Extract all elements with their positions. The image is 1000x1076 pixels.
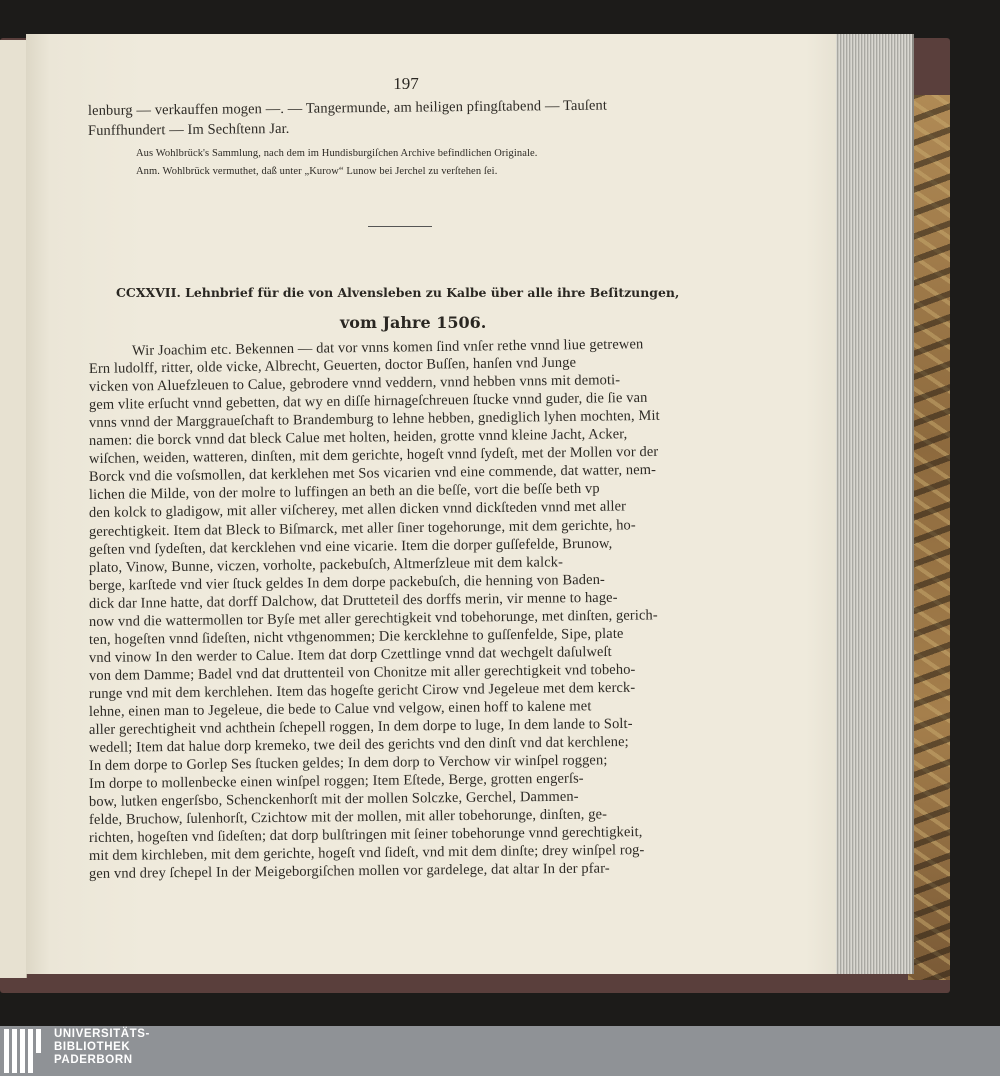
body-line: lichen die Milde, von der molre to luffingen an beth an die beſſe, vort die beſſe beth vp [88, 481, 600, 504]
body-line: aller gerechtigheit vnd achthein ſchepell roggen, In dem dorpe to luge, In dem lande to Solt- [88, 715, 633, 739]
body-line: lehne, einen man to Jegeleue, die bede to Calue vnd velgow, einen hoff to kalene met [88, 698, 592, 720]
body-line: In dem dorpe to Gorlep Ses ſtucken geldes; In dem dorp to Verchow vir winſpel roggen; [88, 752, 608, 775]
library-logo-icon [4, 1029, 48, 1073]
body-line: now vnd die wattermollen tor Byſe met aller gerechtigkeit vnd tobehorunge, met dinſten, gerich- [88, 607, 658, 630]
body-line: wiſchen, weiden, watteren, dinſten, mit dem gerichte, hogeſt vnnd ſydeſt, met der Mollen vor der [88, 444, 659, 468]
source-note: Aus Wohlbrück's Sammlung, nach dem im Hundisburgiſchen Archive befindlichen Originale. [136, 148, 538, 159]
body-line: geſten vnd ſydeſten, dat kercklehen vnd eine vicarie. Item die dorper guſſefelde, Brunow, [88, 535, 613, 558]
marbled-edge [908, 95, 950, 980]
body-line: berge, karſtede vnd vier ſtuck geldes In dem dorpe packebuſch, die henning von Baden- [88, 571, 606, 594]
body-line: ten, hogeſten vnnd ſideſten, nicht vthgenommen; Die kercklehne to guſſenfelde, Sipe, plate [88, 625, 624, 648]
body-line: gen vnd drey ſchepel In der Meigeborgiſchen mollen vor gardelege, dat altar In der pfar- [88, 860, 610, 883]
body-line: Borck vnd die voſsmollen, dat kerklehen met Sos vicarien vnd eine commende, dat watter, nem- [88, 462, 657, 486]
body-line: Im dorpe to mollenbecke einen winſpel roggen; Item Eſtede, Berge, grotten engerſs- [88, 770, 584, 793]
annotation-note: Anm. Wohlbrück vermuthet, daß unter „Kurow“ Lunow bei Jerchel zu verſtehen ſei. [136, 166, 498, 177]
body-line: plato, Vinow, Bunne, viczen, vorholte, packebuſch, Altmerſzleue mit dem kalck- [88, 553, 564, 576]
document-heading: CCXXVII. Lehnbrief für die von Alvensleben zu Kalbe über alle ihre Beſitzungen, [116, 285, 680, 300]
body-line: runge vnd mit dem kerchlehen. Item das hogeſte gericht Cirow vnd Jegeleue met dem kerck- [88, 679, 636, 702]
body-line: vnd vinow In den werder to Calue. Item dat dorp Czettlinge vnnd dat wechgelt daſulweſt [88, 643, 612, 666]
body-line: den kolck to gladigow, mit aller viſcherey, met allen dicken vnnd dickſteden vnnd met aller [88, 498, 627, 522]
page-number: 197 [393, 74, 419, 93]
body-line: mit dem kirchleben, mit dem gerichte, hogeſt vnd ſideſt, vnd mit dem dinſte; drey winſpel rog- [88, 842, 645, 865]
body-line: gerechtigkeit. Item dat Bleck to Biſmarck, met aller ſiner togehorunge, mit dem gerichte, ho- [88, 516, 636, 540]
top-line-1: lenburg — verkauffen mogen —. — Tangermunde, am heiligen pfingſtabend — Tauſent [87, 97, 608, 119]
body-line: vnns vnnd der Marggraueſchaft to Brandemburg to lehne hebben, gnediglich lyhen mochten, Mit [88, 407, 660, 432]
body-line: wedell; Item dat halue dorp kremeko, twe deil des gerichts vnd den dinſt vnd dat kerchlene; [88, 734, 629, 757]
body-line: dick dar Inne hatte, dat dorff Dalchow, dat Drutteteil des dorffs merin, vir menne to hage- [88, 589, 618, 612]
body-line: namen: die borck vnnd dat bleck Calue met holten, heiden, grotte vnnd kleine Jacht, Acker, [88, 426, 628, 450]
library-name-line-1: UNIVERSITÄTS- [54, 1028, 150, 1040]
document-date: vom Jahre 1506. [340, 313, 487, 332]
body-line: bow, lutken engerſsbo, Schenckenhorſt mit der mollen Solczke, Gerchel, Dammen- [88, 788, 579, 811]
page-stack-edge [836, 34, 914, 974]
body-line: gem vlite erſucht vnnd gebetten, dat wy en diſſe hirnageſchreuen ſtucke vnnd guder, die ſie van [88, 389, 648, 414]
library-name-line-2: BIBLIOTHEK [54, 1041, 131, 1053]
left-page-edge [0, 40, 27, 978]
library-footer [0, 1026, 1000, 1076]
section-divider [368, 226, 432, 227]
body-line: von dem Damme; Badel vnd dat druttenteil von Chonitze mit aller gerechtigkeit vnd tobeho- [88, 661, 636, 684]
body-line: felde, Bruchow, ſulenhorſt, Czichtow mit der mollen, mit aller tobehorunge, dinſten, ge- [88, 806, 608, 829]
library-name-line-3: PADERBORN [54, 1054, 133, 1066]
body-line: Ern ludolff, ritter, olde vicke, Albrecht, Geuerten, doctor Buſſen, hanſen vnd Junge [88, 354, 577, 378]
body-line: richten, hogeſten vnd ſideſten; dat dorp bulſtringen mit ſeiner tobehorunge vnnd gerechtigkeit, [88, 824, 643, 847]
top-line-2: Funffhundert — Im Sechſtenn Jar. [87, 120, 290, 139]
body-line: vicken von Aluefzleuen to Calue, gebrodere vnnd veddern, vnnd hebben vnns mit demoti- [88, 372, 621, 396]
body-line: Wir Joachim etc. Bekennen — dat vor vnns komen ſind vnſer rethe vnnd liue getrewen [131, 336, 644, 359]
